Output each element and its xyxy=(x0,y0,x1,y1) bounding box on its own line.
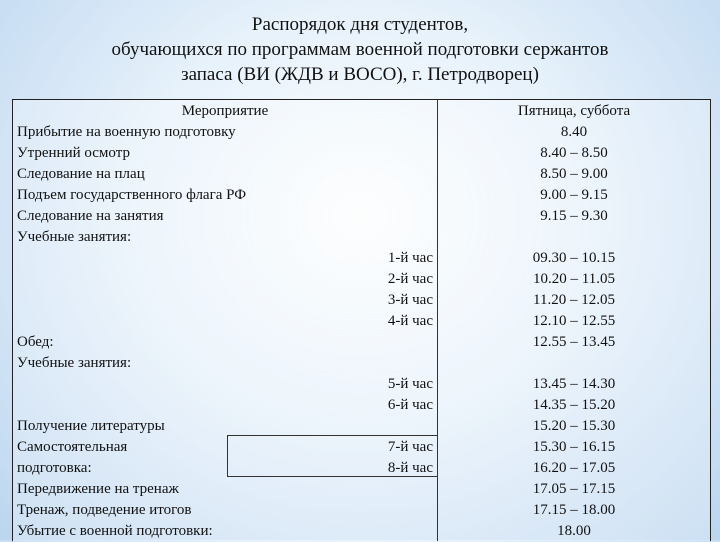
time-cell: 9.00 – 9.15 xyxy=(540,187,608,203)
time-cell: 17.15 – 18.00 xyxy=(532,502,616,518)
activity-cell: Следование на занятия xyxy=(17,208,164,224)
table-row xyxy=(13,395,710,416)
table-row xyxy=(13,437,710,458)
hour-cell: 7-й час xyxy=(387,439,433,455)
hour-cell: 5-й час xyxy=(387,376,433,392)
table-row xyxy=(13,185,710,206)
activity-cell: Обед: xyxy=(17,334,54,350)
time-cell: 14.35 – 15.20 xyxy=(532,397,616,413)
title-line-1: Распорядок дня студентов, xyxy=(251,14,469,35)
activity-cell: Прибытие на военную подготовку xyxy=(17,124,236,140)
activity-cell: Следование на плац xyxy=(17,166,145,182)
table-row xyxy=(13,500,710,521)
table-row xyxy=(13,227,710,248)
time-cell: 13.45 – 14.30 xyxy=(532,376,616,392)
hour-cell: 8-й час xyxy=(387,460,433,476)
table-row xyxy=(13,416,710,437)
table-row xyxy=(13,374,710,395)
time-cell: 8.40 xyxy=(560,124,588,140)
table-header-row xyxy=(13,101,710,122)
table-row xyxy=(13,164,710,185)
table-row xyxy=(13,332,710,353)
hour-cell: 4-й час xyxy=(387,313,433,329)
time-cell: 18.00 xyxy=(557,523,591,539)
time-cell: 10.20 – 11.05 xyxy=(533,271,615,287)
header-activity: Мероприятие xyxy=(181,103,269,119)
time-cell: 17.05 – 17.15 xyxy=(532,481,616,497)
hour-cell: 3-й час xyxy=(387,292,433,308)
activity-cell: Получение литературы xyxy=(17,418,165,434)
activity-cell: Передвижение на тренаж xyxy=(17,481,179,497)
header-days: Пятница, суббота xyxy=(517,103,631,119)
time-cell: 8.50 – 9.00 xyxy=(540,166,608,182)
table-row xyxy=(13,479,710,500)
hour-cell: 1-й час xyxy=(387,250,433,266)
time-cell: 15.30 – 16.15 xyxy=(532,439,616,455)
time-cell: 09.30 – 10.15 xyxy=(532,250,616,266)
table-row xyxy=(13,458,710,479)
table-row xyxy=(13,122,710,143)
activity-cell: Самостоятельная xyxy=(17,439,128,455)
activity-cell: Утренний осмотр xyxy=(17,145,130,161)
time-cell: 16.20 – 17.05 xyxy=(532,460,616,476)
page-title xyxy=(0,12,720,87)
table-row xyxy=(13,248,710,269)
activity-cell: Убытие с военной подготовки: xyxy=(17,523,213,539)
time-cell: 15.20 – 15.30 xyxy=(532,418,616,434)
activity-cell: Тренаж, подведение итогов xyxy=(17,502,192,518)
table-row xyxy=(13,206,710,227)
schedule-table xyxy=(12,99,711,541)
table-row xyxy=(13,143,710,164)
time-cell: 12.55 – 13.45 xyxy=(532,334,616,350)
table-row xyxy=(13,521,710,542)
activity-cell: Учебные занятия: xyxy=(17,229,132,245)
time-cell: 9.15 – 9.30 xyxy=(540,208,608,224)
time-cell: 11.20 – 12.05 xyxy=(533,292,615,308)
table-row xyxy=(13,311,710,332)
title-line-3: запаса (ВИ (ЖДВ и ВОСО), г. Петродворец) xyxy=(181,64,539,85)
activity-cell: Учебные занятия: xyxy=(17,355,132,371)
table-row xyxy=(13,290,710,311)
time-cell: 12.10 – 12.55 xyxy=(532,313,616,329)
table-row xyxy=(13,353,710,374)
title-line-2: обучающихся по программам военной подготовки сержантов xyxy=(111,39,609,60)
activity-cell: Подъем государственного флага РФ xyxy=(17,187,247,203)
hour-cell: 6-й час xyxy=(387,397,433,413)
hour-cell: 2-й час xyxy=(387,271,433,287)
time-cell: 8.40 – 8.50 xyxy=(540,145,608,161)
activity-cell: подготовка: xyxy=(17,460,92,476)
table-row xyxy=(13,269,710,290)
